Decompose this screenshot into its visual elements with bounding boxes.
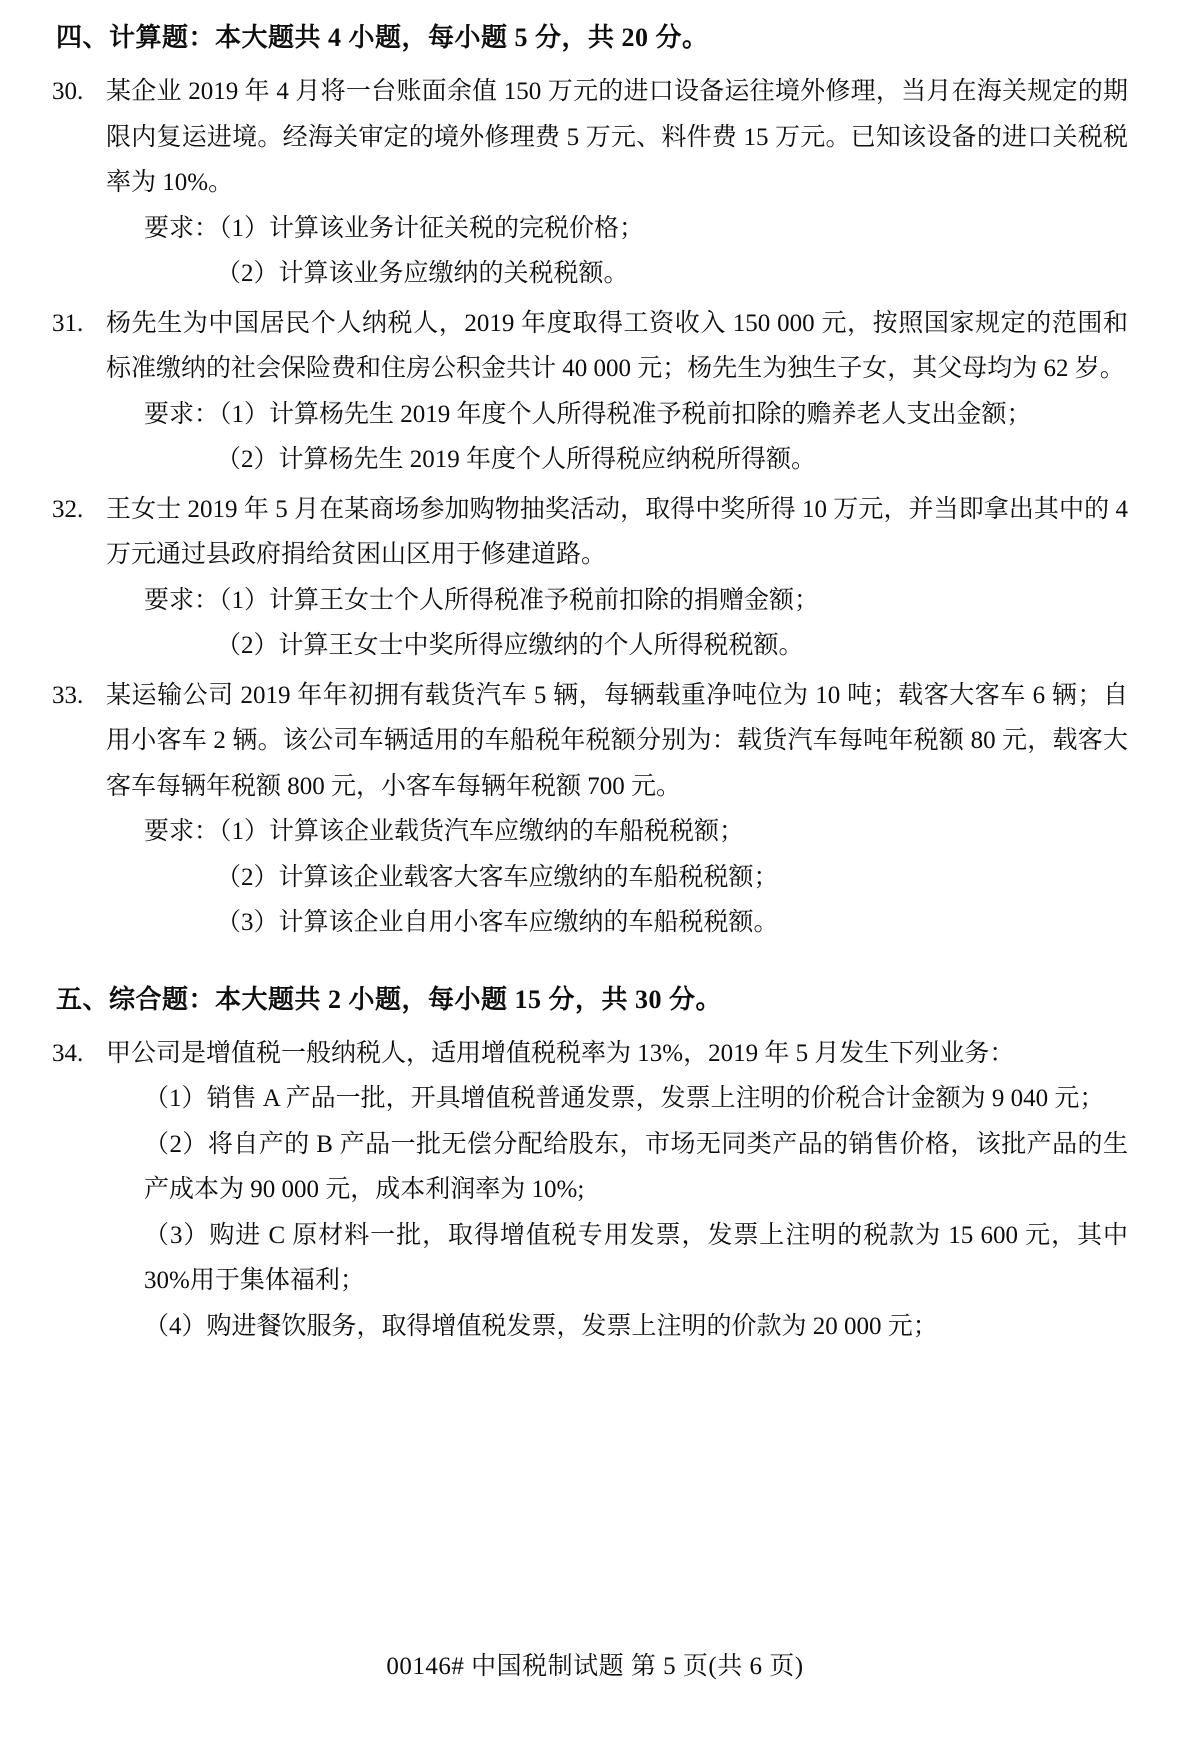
question-requirement: （2）计算该企业载客大客车应缴纳的车船税税额； [216, 863, 779, 891]
question-body [106, 1031, 1128, 1350]
page-footer: 00146# 中国税制试题 第 5 页(共 6 页) [386, 1653, 804, 1680]
section-heading-4: 四、计算题：本大题共 4 小题，每小题 5 分，共 20 分。 [56, 23, 709, 52]
question-number: 32. [52, 495, 84, 523]
section-spacer [52, 950, 1128, 980]
question-30 [52, 69, 1128, 297]
section-heading-5: 五、综合题：本大题共 2 小题，每小题 15 分，共 30 分。 [56, 984, 723, 1014]
question-number: 31. [52, 309, 84, 337]
question-requirement: （2）计算王女士中奖所得应缴纳的个人所得税税额。 [216, 632, 804, 659]
question-number: 33. [52, 681, 84, 709]
question-stem: 王女士 2019 年 5 月在某商场参加购物抽奖活动，取得中奖所得 10 万元，并当即拿出其中的 4 万元通过县政府捐给贫困山区用于修建道路。 [106, 495, 1128, 568]
question-stem: 某运输公司 2019 年年初拥有载货汽车 5 辆，每辆载重净吨位为 10 吨；载客大客车 6 辆；自用小客车 2 辆。该公司车辆适用的车船税年税额分别为：载货汽车每吨年税额 80 元，载客大客车每辆年税额 800 元，小客车每辆年税额 700 元。 [106, 681, 1128, 800]
question-requirement: 要求：（1）计算该业务计征关税的完税价格； [144, 214, 645, 242]
question-34 [52, 1031, 1128, 1350]
question-number: 30. [52, 78, 84, 105]
question-33 [52, 673, 1128, 946]
question-stem: 杨先生为中国居民个人纳税人，2019 年度取得工资收入 150 000 元，按照国家规定的范围和标准缴纳的社会保险费和住房公积金共计 40 000 元；杨先生为独生子女，其父母均为 62 岁。 [106, 309, 1128, 382]
question-item: （1）销售 A 产品一批，开具增值税普通发票，发票上注明的价税合计金额为 9 040 元； [144, 1085, 1105, 1112]
question-requirement: （3）计算该企业自用小客车应缴纳的车船税税额。 [216, 909, 779, 936]
question-item: （3）购进 C 原材料一批，取得增值税专用发票，发票上注明的税款为 15 600 元，其中 30%用于集体福利； [144, 1221, 1128, 1294]
question-requirement: 要求：（1）计算该企业载货汽车应缴纳的车船税税额； [144, 818, 745, 845]
question-requirement: 要求：（1）计算杨先生 2019 年度个人所得税准予税前扣除的赡养老人支出金额； [144, 400, 1032, 428]
question-item: （2）将自产的 B 产品一批无偿分配给股东，市场无同类产品的销售价格，该批产品的生产成本为 90 000 元，成本利润率为 10%; [144, 1130, 1128, 1203]
question-requirement: 要求：（1）计算王女士个人所得税准予税前扣除的捐赠金额； [144, 586, 820, 614]
question-32 [52, 487, 1128, 669]
question-31 [52, 301, 1128, 483]
question-stem: 甲公司是增值税一般纳税人，适用增值税税率为 13%，2019 年 5 月发生下列业务： [106, 1039, 1015, 1067]
question-body [106, 673, 1128, 946]
question-stem: 某企业 2019 年 4 月将一台账面余值 150 万元的进口设备运往境外修理，当月在海关规定的期限内复运进境。经海关审定的境外修理费 5 万元、料件费 15 万元。已知该设备的进口关税税率为 10%。 [106, 78, 1128, 196]
question-body [106, 487, 1128, 669]
question-body [106, 69, 1128, 297]
question-requirement: （2）计算该业务应缴纳的关税税额。 [216, 260, 629, 287]
question-item: （4）购进餐饮服务，取得增值税发票，发票上注明的价款为 20 000 元； [144, 1312, 938, 1340]
question-requirement: （2）计算杨先生 2019 年度个人所得税应纳税所得额。 [216, 446, 817, 473]
question-body [106, 301, 1128, 483]
question-number: 34. [52, 1039, 84, 1067]
